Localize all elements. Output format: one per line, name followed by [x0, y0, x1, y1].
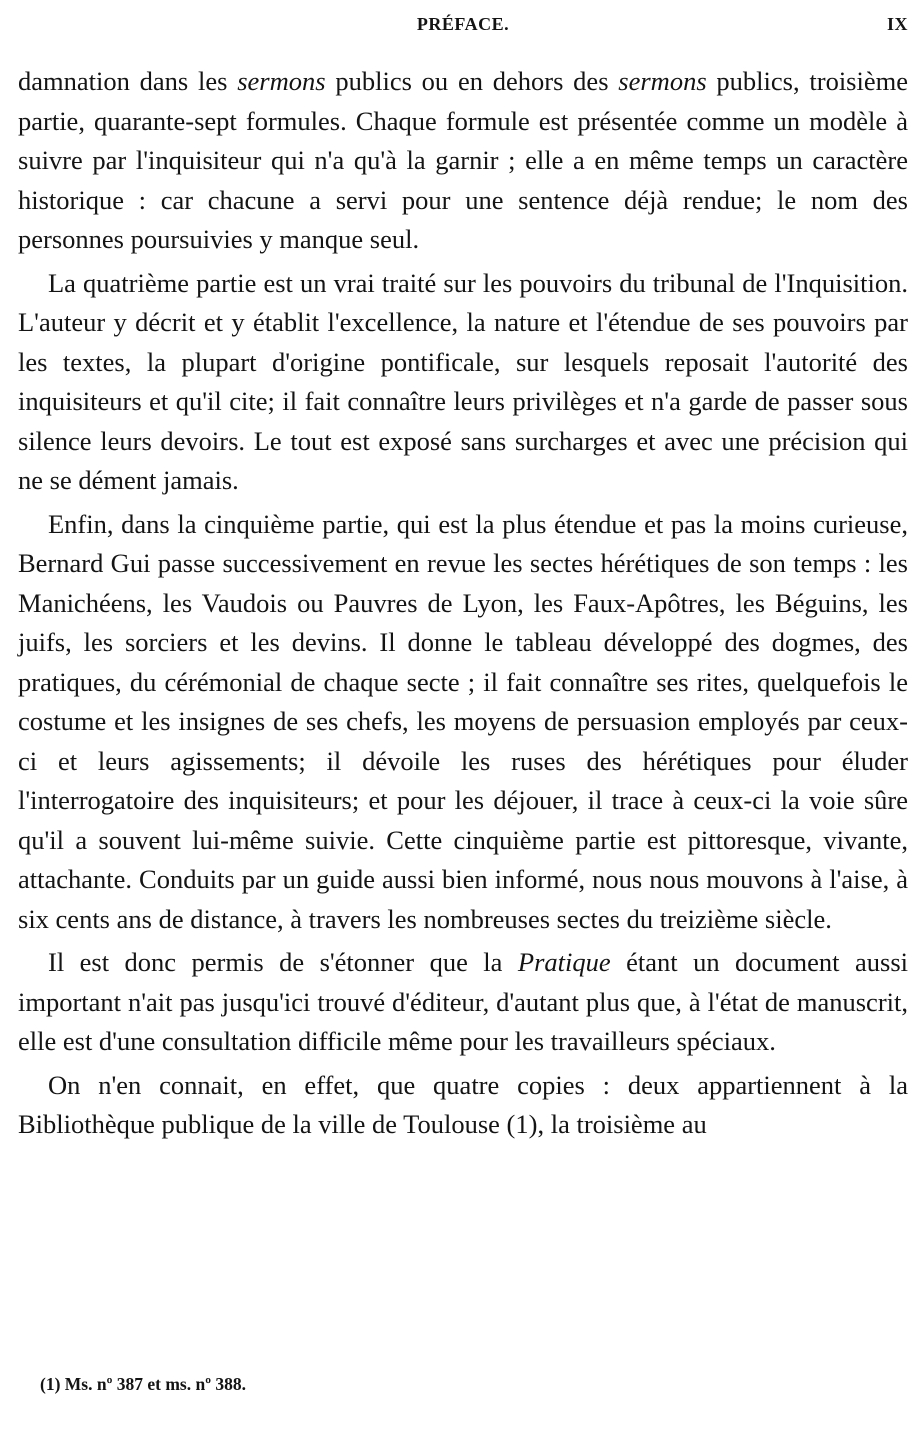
- page-number: IX: [886, 14, 908, 34]
- italic-term: sermons: [618, 66, 707, 96]
- body-text: [18, 62, 908, 1145]
- paragraph-3: Enfin, dans la cinquième partie, qui est la plus étendue et pas la moins curieuse, Bernard Gui passe successivement en revue les sectes hérétiques de son temps : les Manichéens, les Vaudois ou Pauvres de Lyon, les Faux-Apôtres, les Béguins, les juifs, les sorciers et les devins. Il donne le tableau développé des dogmes, des pratiques, du cérémonial de chaque secte ; il fait connaître ses rites, quelquefois le costume et les insignes de ses chefs, les moyens de persuasion employés par ceux-ci et leurs agissements; il dévoile les ruses des hérétiques pour éluder l'interrogatoire des inquisiteurs; et pour les déjouer, il trace à ceux-ci la voie sûre qu'il a souvent lui-même suivie. Cette cinquième partie est pittoresque, vivante, attachante. Conduits par un guide aussi bien informé, nous nous mouvons à l'aise, à six cents ans de distance, à travers les nombreuses sectes du treizième siècle.: [18, 508, 908, 934]
- paragraph-1: damnation dans les sermons publics ou en dehors des sermons publics, troisième partie, quarante-sept formules. Chaque formule est présentée comme un modèle à suivre par l'inquisiteur qui n'a qu'à la garnir ; elle a en même temps un caractère historique : car chacune a servi pour une sentence déjà rendue; le nom des personnes poursuivies y manque seul.: [18, 66, 908, 254]
- running-header: [18, 14, 908, 44]
- italic-term: sermons: [237, 66, 326, 96]
- footnote: (1) Ms. nº 387 et ms. nº 388.: [40, 1374, 246, 1394]
- paragraph-2: La quatrième partie est un vrai traité sur les pouvoirs du tribunal de l'Inquisition. L'auteur y décrit et y établit l'excellence, la nature et l'étendue de ses pouvoirs par les textes, la plupart d'origine pontificale, sur lesquels reposait l'autorité des inquisiteurs et qu'il cite; il fait connaître leurs privilèges et n'a garde de passer sous silence leurs devoirs. Le tout est exposé sans surcharges et avec une précision qui ne se dément jamais.: [18, 267, 908, 495]
- italic-title: Pratique: [517, 947, 611, 977]
- paragraph-4: Il est donc permis de s'étonner que la Pratique étant un document aussi important n'ait pas jusqu'ici trouvé d'éditeur, d'autant plus que, à l'état de manuscrit, elle est d'une consultation difficile même pour les travailleurs spéciaux.: [18, 947, 908, 1056]
- page-title: PRÉFACE.: [416, 14, 510, 34]
- paragraph-5: On n'en connait, en effet, que quatre copies : deux appartiennent à la Bibliothèque publique de la ville de Toulouse (1), la troisième au: [18, 1069, 908, 1139]
